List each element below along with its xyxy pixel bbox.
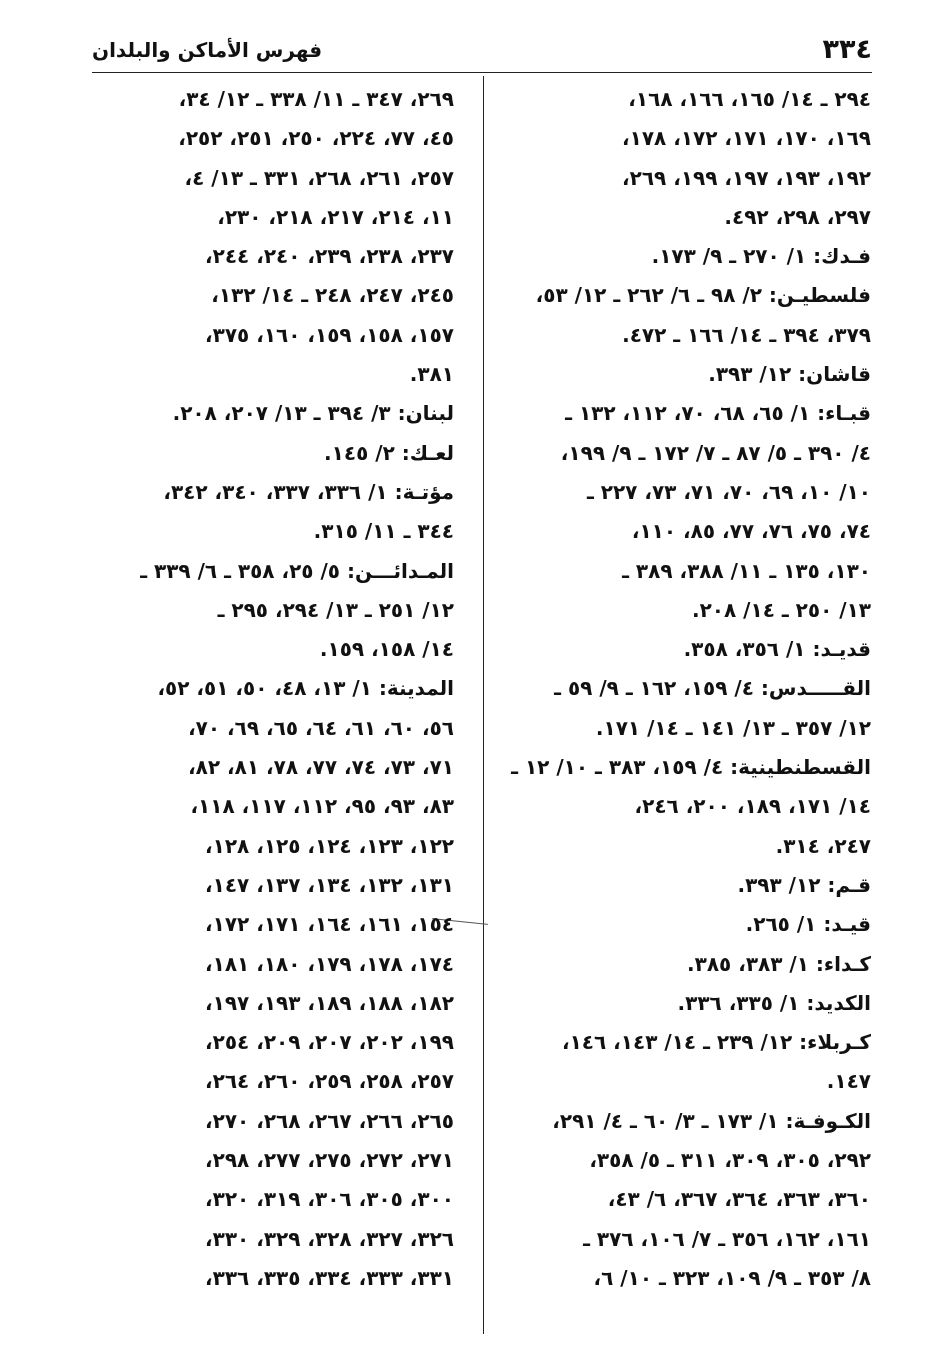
index-line: فـدك: ١/ ٢٧٠ ـ ٩/ ١٧٣.	[651, 244, 871, 269]
index-line: قبـاء: ١/ ٦٥، ٦٨، ٧٠، ١١٢، ١٣٢ ـ	[565, 401, 871, 426]
index-line: ٢٤٧، ٣١٤.	[775, 833, 871, 858]
index-line: ٣٦٠، ٣٦٣، ٣٦٤، ٣٦٧، ٦/ ٤٣،	[607, 1187, 871, 1212]
running-title: فهرس الأماكن والبلدان	[92, 38, 323, 62]
index-line: ٢٦٩، ٣٤٧ ـ ١١/ ٣٣٨ ـ ١٢/ ٣٤،	[178, 87, 454, 111]
index-line: ١٤/ ١٧١، ١٨٩، ٢٠٠، ٢٤٦،	[634, 794, 871, 819]
index-line: ١٧٤، ١٧٨، ١٧٩، ١٨٠، ١٨١،	[205, 951, 454, 976]
header-rule	[92, 72, 872, 73]
index-line: لبنان: ٣/ ٣٩٤ ـ ١٣/ ٢٠٧، ٢٠٨.	[172, 401, 454, 426]
index-line: ٥٦، ٦٠، ٦١، ٦٤، ٦٥، ٦٩، ٧٠،	[188, 715, 454, 740]
column-divider	[483, 76, 484, 1334]
index-column-right	[505, 80, 871, 1298]
index-line: ٣٧٩، ٣٩٤ ـ ١٤/ ١٦٦ ـ ٤٧٢.	[622, 322, 871, 347]
index-line: قـم: ١٢/ ٣٩٣.	[737, 872, 871, 897]
index-line: القـــــدس: ٤/ ١٥٩، ١٦٢ ـ ٩/ ٥٩ ـ	[554, 676, 871, 701]
index-line: ٤٥، ٧٧، ٢٢٤، ٢٥٠، ٢٥١، ٢٥٢،	[178, 126, 454, 151]
index-line: ٣٠٠، ٣٠٥، ٣٠٦، ٣١٩، ٣٢٠،	[205, 1187, 454, 1212]
index-line: ١٣١، ١٣٢، ١٣٤، ١٣٧، ١٤٧،	[205, 872, 454, 897]
index-line: كـربلاء: ١٢/ ٢٣٩ ـ ١٤/ ١٤٣، ١٤٦،	[561, 1030, 871, 1055]
index-line: ٣٣١، ٣٣٣، ٣٣٤، ٣٣٥، ٣٣٦،	[205, 1265, 454, 1290]
index-line: مؤتـة: ١/ ٣٣٦، ٣٣٧، ٣٤٠، ٣٤٢،	[163, 479, 454, 504]
index-line: كـداء: ١/ ٣٨٣، ٣٨٥.	[687, 951, 871, 976]
page-number: ٣٣٤	[822, 34, 872, 65]
index-line: ١٥٤، ١٦١، ١٦٤، ١٧١، ١٧٢،	[205, 912, 454, 937]
index-line: ٢٥٧، ٢٦١، ٢٦٨، ٣٣١ ـ ١٣/ ٤،	[184, 165, 454, 190]
index-line: ١٩٩، ٢٠٢، ٢٠٧، ٢٠٩، ٢٥٤،	[205, 1030, 454, 1055]
index-line: لعـك: ٢/ ١٤٥.	[324, 440, 454, 465]
index-line: ٨٣، ٩٣، ٩٥، ١١٢، ١١٧، ١١٨،	[190, 794, 454, 819]
index-line: قيـد: ١/ ٢٦٥.	[745, 912, 871, 937]
index-line: ٢٣٧، ٢٣٨، ٢٣٩، ٢٤٠، ٢٤٤،	[205, 244, 454, 269]
index-line: ١١، ٢١٤، ٢١٧، ٢١٨، ٢٣٠،	[217, 204, 454, 229]
index-line: ١٢٢، ١٢٣، ١٢٤، ١٢٥، ١٢٨،	[205, 833, 454, 858]
index-line: ٢٥٧، ٢٥٨، ٢٥٩، ٢٦٠، ٢٦٤،	[205, 1069, 454, 1094]
index-line: قاشان: ١٢/ ٣٩٣.	[708, 362, 871, 387]
index-column-left	[92, 80, 454, 1298]
index-line: ١٥٧، ١٥٨، ١٥٩، ١٦٠، ٣٧٥،	[205, 322, 454, 347]
index-line: ٢٩٢، ٣٠٥، ٣٠٩، ٣١١ ـ ٥/ ٣٥٨،	[589, 1148, 871, 1173]
index-line: ٢٩٧، ٢٩٨، ٤٩٢.	[724, 204, 871, 229]
index-line: المـدائـــن: ٥/ ٢٥، ٣٥٨ ـ ٦/ ٣٣٩ ـ	[140, 558, 454, 583]
index-line: ٢٧١، ٢٧٢، ٢٧٥، ٢٧٧، ٢٩٨،	[205, 1148, 454, 1173]
index-line: ١٩٢، ١٩٣، ١٩٧، ١٩٩، ٢٦٩،	[622, 165, 871, 190]
index-line: ٣٢٦، ٣٢٧، ٣٢٨، ٣٢٩، ٣٣٠،	[205, 1226, 454, 1251]
index-line: ١٣/ ٢٥٠ ـ ١٤/ ٢٠٨.	[691, 597, 871, 622]
index-line: قديـد: ١/ ٣٥٦، ٣٥٨.	[683, 637, 871, 662]
index-line: ١٨٢، ١٨٨، ١٨٩، ١٩٣، ١٩٧،	[205, 990, 454, 1015]
index-line: القسطنطينية: ٤/ ١٥٩، ٣٨٣ ـ ١٠/ ١٢ ـ	[511, 755, 871, 780]
index-line: الكـوفـة: ١/ ١٧٣ ـ ٣/ ٦٠ ـ ٤/ ٢٩١،	[552, 1108, 871, 1133]
index-line: ٢٩٤ ـ ١٤/ ١٦٥، ١٦٦، ١٦٨،	[628, 87, 871, 111]
index-line: ٣٤٤ ـ ١١/ ٣١٥.	[313, 519, 454, 544]
index-line: ١٢/ ٣٥٧ ـ ١٣/ ١٤١ ـ ١٤/ ١٧١.	[595, 715, 871, 740]
index-line: ١٢/ ٢٥١ ـ ١٣/ ٢٩٤، ٢٩٥ ـ	[217, 597, 454, 622]
index-line: المدينة: ١/ ١٣، ٤٨، ٥٠، ٥١، ٥٢،	[157, 676, 454, 701]
index-line: ١٦١، ١٦٢، ٣٥٦ ـ ٧/ ١٠٦، ٣٧٦ ـ	[583, 1226, 871, 1251]
index-line: ١٤/ ١٥٨، ١٥٩.	[319, 637, 454, 662]
index-line: ٢٦٥، ٢٦٦، ٢٦٧، ٢٦٨، ٢٧٠،	[205, 1108, 454, 1133]
index-line: ٧٤، ٧٥، ٧٦، ٧٧، ٨٥، ١١٠،	[631, 519, 871, 544]
index-line: ٤/ ٣٩٠ ـ ٥/ ٨٧ ـ ٧/ ١٧٢ ـ ٩/ ١٩٩،	[560, 440, 871, 465]
index-line: ١٦٩، ١٧٠، ١٧١، ١٧٢، ١٧٨،	[622, 126, 871, 151]
index-line: ١٠/ ١٠، ٦٩، ٧٠، ٧١، ٧٣، ٢٢٧ ـ	[586, 479, 871, 504]
index-line: ١٣٠، ١٣٥ ـ ١١/ ٣٨٨، ٣٨٩ ـ	[622, 558, 871, 583]
index-line: ٧١، ٧٣، ٧٤، ٧٧، ٧٨، ٨١، ٨٢،	[188, 755, 454, 780]
index-line: ١٤٧.	[826, 1069, 871, 1094]
index-line: ٣٨١.	[409, 362, 454, 387]
index-line: ٢٤٥، ٢٤٧، ٢٤٨ ـ ١٤/ ١٣٢،	[211, 283, 454, 308]
index-line: ٨/ ٣٥٣ ـ ٩/ ١٠٩، ٣٢٣ ـ ١٠/ ٦،	[593, 1265, 871, 1290]
page-header	[92, 34, 872, 70]
index-line: الكديد: ١/ ٣٣٥، ٣٣٦.	[677, 990, 871, 1015]
index-line: فلسطيـن: ٢/ ٩٨ ـ ٦/ ٢٦٢ ـ ١٢/ ٥٣،	[535, 283, 871, 308]
